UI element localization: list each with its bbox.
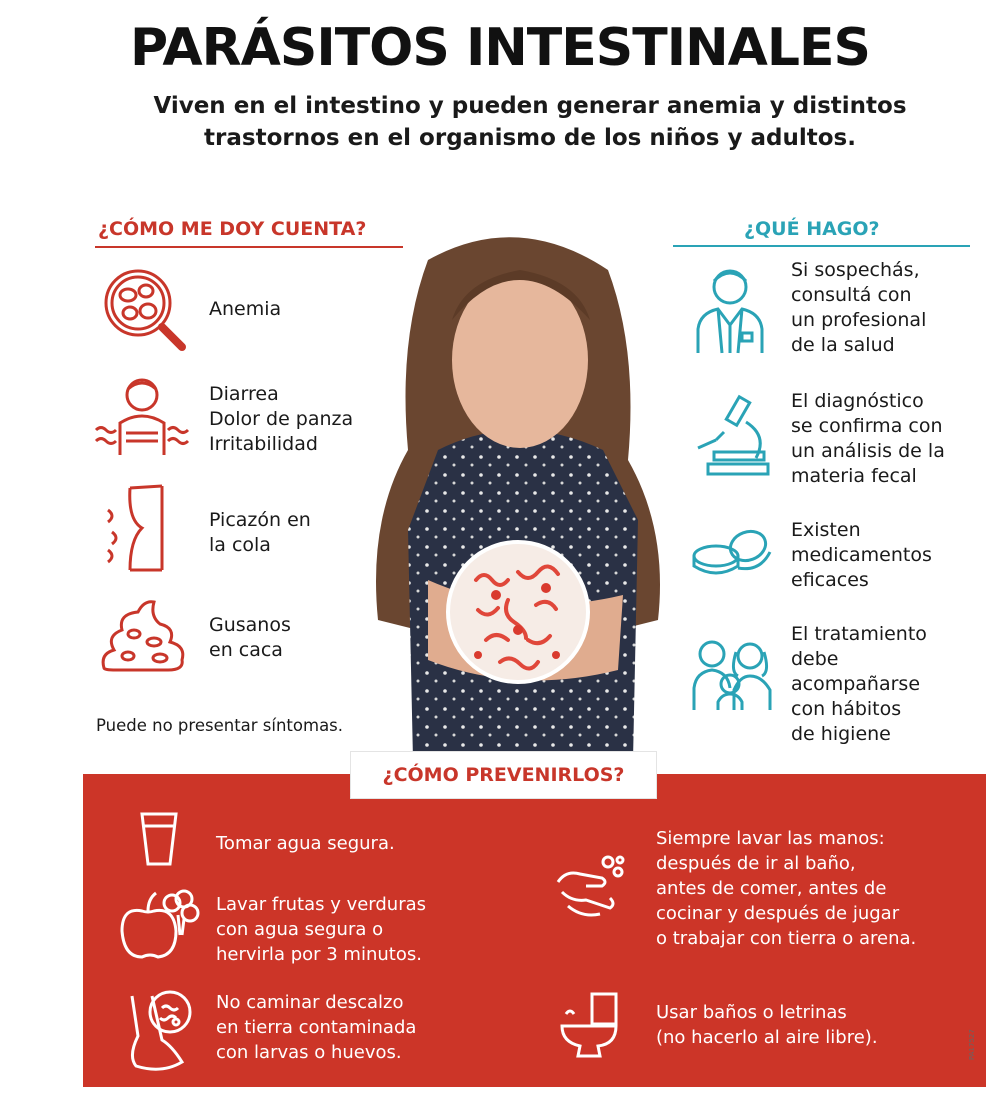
action-text <box>791 518 932 593</box>
action-line: medicamentos <box>791 544 932 566</box>
prevention-line: hervirla por 3 minutos. <box>216 944 422 965</box>
subtitle-line: trastornos en el organismo de los niños y adultos. <box>204 125 856 151</box>
poop-worms-icon <box>98 596 190 674</box>
symptom-line: Anemia <box>209 298 282 320</box>
action-line: de la salud <box>791 334 895 356</box>
fruits-vegetables-icon <box>118 885 200 963</box>
action-line: El tratamiento <box>791 623 927 645</box>
barefoot-larvae-icon <box>122 986 198 1076</box>
family-icon <box>690 636 774 712</box>
symptom-text <box>209 382 353 457</box>
action-line: acompañarse <box>791 673 921 695</box>
prevention-line: después de ir al baño, <box>656 853 856 874</box>
action-line: materia fecal <box>791 465 917 487</box>
prevention-line: con larvas o huevos. <box>216 1042 402 1063</box>
prevention-line: Siempre lavar las manos: <box>656 828 885 849</box>
symptoms-heading: ¿CÓMO ME DOY CUENTA? <box>98 218 367 240</box>
action-line: un análisis de la <box>791 440 945 462</box>
page-title: PARÁSITOS INTESTINALES <box>130 18 870 78</box>
prevention-line: Usar baños o letrinas <box>656 1002 847 1023</box>
action-text <box>791 258 926 358</box>
action-line: eficaces <box>791 569 869 591</box>
prevention-line: con agua segura o <box>216 919 384 940</box>
symptom-line: Gusanos <box>209 614 291 636</box>
symptom-text <box>209 613 291 663</box>
prevention-heading: ¿CÓMO PREVENIRLOS? <box>350 751 657 799</box>
symptom-line: en caca <box>209 639 283 661</box>
girl-photo <box>368 200 673 760</box>
prevention-line: (no hacerlo al aire libre). <box>656 1027 878 1048</box>
symptoms-heading-underline <box>95 246 403 248</box>
action-line: se confirma con <box>791 415 943 437</box>
action-line: El diagnóstico <box>791 390 924 412</box>
action-text <box>791 622 927 747</box>
actions-heading-underline <box>673 245 970 247</box>
handwashing-icon <box>552 852 628 922</box>
symptom-line: la cola <box>209 534 271 556</box>
magnifier-cells-icon <box>100 265 190 355</box>
action-line: un profesional <box>791 309 927 331</box>
pill-icon <box>690 526 774 586</box>
symptom-line: Irritabilidad <box>209 433 318 455</box>
prevention-line: en tierra contaminada <box>216 1017 417 1038</box>
symptom-text <box>209 297 281 322</box>
no-symptoms-note: Puede no presentar síntomas. <box>96 716 344 735</box>
water-glass-icon <box>138 810 180 868</box>
subtitle-line: Viven en el intestino y pueden generar anemia y distintos <box>153 93 907 119</box>
stomachache-boy-icon <box>92 375 192 465</box>
prevention-text <box>216 831 395 856</box>
prevention-line: o trabajar con tierra o arena. <box>656 928 917 949</box>
action-line: de higiene <box>791 723 891 745</box>
prevention-line: Lavar frutas y verduras <box>216 894 427 915</box>
doctor-icon <box>690 263 770 355</box>
prevention-line: cocinar y después de jugar <box>656 903 900 924</box>
microscope-icon <box>694 392 774 478</box>
action-line: Existen <box>791 519 861 541</box>
symptom-text <box>209 508 311 558</box>
prevention-line: Tomar agua segura. <box>216 833 395 854</box>
action-line: consultá con <box>791 284 912 306</box>
prevention-line: antes de comer, antes de <box>656 878 887 899</box>
actions-heading: ¿QUÉ HAGO? <box>744 218 880 240</box>
prevention-text <box>656 1000 878 1050</box>
action-text <box>791 389 945 489</box>
page-subtitle <box>100 90 960 154</box>
action-line: debe <box>791 648 839 670</box>
prevention-text <box>216 990 416 1065</box>
prevention-text <box>216 892 426 967</box>
action-line: con hábitos <box>791 698 902 720</box>
symptom-line: Dolor de panza <box>209 408 354 430</box>
print-code: PA17527 <box>968 1029 976 1060</box>
itchy-bottom-icon <box>100 480 180 575</box>
prevention-text <box>656 826 916 951</box>
symptom-line: Picazón en <box>209 509 311 531</box>
toilet-icon <box>558 990 622 1060</box>
prevention-line: No caminar descalzo <box>216 992 404 1013</box>
symptom-line: Diarrea <box>209 383 279 405</box>
action-line: Si sospechás, <box>791 259 920 281</box>
